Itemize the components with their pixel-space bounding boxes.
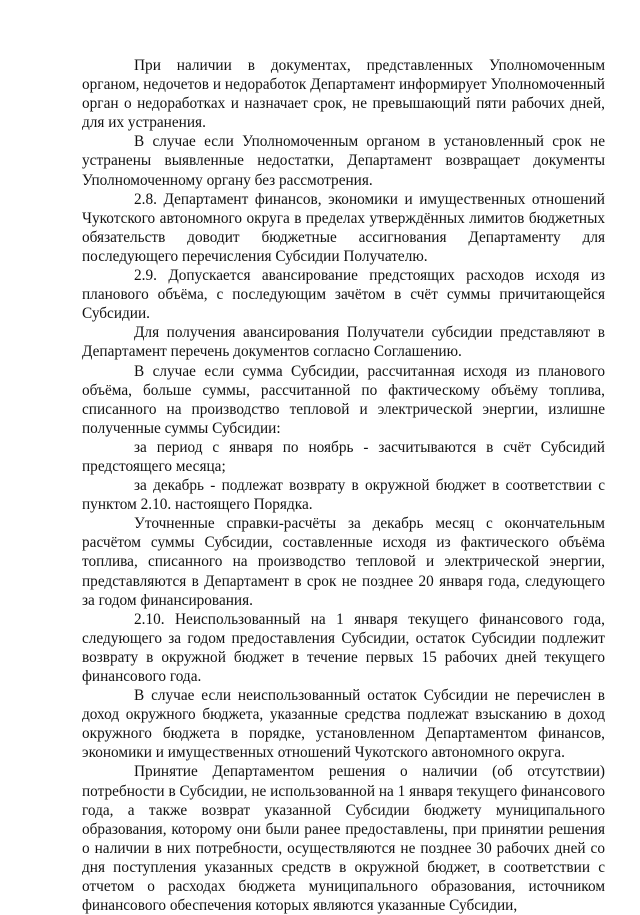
paragraph-clause-2-9: 2.9. Допускается авансирование предстоящих расходов исходя из планового объёма, с последующим зачётом в счёт суммы причитающейся Субсидии. xyxy=(82,267,605,323)
paragraph-recovery: В случае если неиспользованный остаток Субсидии не перечислен в доход окружного бюджета, указанные средства подлежат взысканию в доход окружного бюджета в порядке, установленном Департаментом финансов, экономики и имущественных отношений Чукотского автономного округа. xyxy=(82,687,605,762)
paragraph-documents-return: В случае если Уполномоченным органом в установленный срок не устранены выявленные недостатки, Департамент возвращает документы Уполномоченному органу без рассмотрения. xyxy=(82,133,605,189)
paragraph-decision-need: Принятие Департаментом решения о наличии (об отсутствии) потребности в Субсидии, не использованной на 1 января текущего финансового года, а также возврат указанной Субсидии бюджету муниципального образования, которому они были ранее предоставлены, при принятии решения о наличии в них потребности, осуществляются не позднее 30 рабочих дней со дня поступления указанных средств в окружной бюджет, в соответствии с отчетом о расходах бюджета муниципального образования, источником финансового обеспечения которых являются указанные Субсидии, xyxy=(82,763,605,915)
paragraph-jan-nov-offset: за период с января по ноябрь - засчитываются в счёт Субсидий предстоящего месяца; xyxy=(82,438,605,475)
paragraph-clause-2-8: 2.8. Департамент финансов, экономики и имущественных отношений Чукотского автономного округа в пределах утверждённых лимитов бюджетных обязательств доводит бюджетные ассигнования Департаменту для последующего перечисления Субсидии Получателю. xyxy=(82,190,605,265)
paragraph-deficiencies-notice: При наличии в документах, представленных Уполномоченным органом, недочетов и недоработок Департамент информирует Уполномоченный орган о недоработках и назначает срок, не превышающий пяти рабочих дней, для их устранения. xyxy=(82,57,605,132)
paragraph-december-return: за декабрь - подлежат возврату в окружной бюджет в соответствии с пунктом 2.10. настоящего Порядка. xyxy=(82,477,605,514)
paragraph-excess-subsidy: В случае если сумма Субсидии, рассчитанная исходя из планового объёма, больше суммы, рассчитанной по фактическому объёму топлива, списанного на производство тепловой и электрической энергии, излишне полученные суммы Субсидии: xyxy=(82,362,605,437)
paragraph-refined-calculations: Уточненные справки-расчёты за декабрь месяц с окончательным расчётом суммы Субсидии, составленные исходя из фактического объёма топлива, списанного на производство тепловой и электрической энергии, представляются в Департамент в срок не позднее 20 января года, следующего за годом финансирования. xyxy=(82,515,605,609)
paragraph-clause-2-10: 2.10. Неиспользованный на 1 января текущего финансового года, следующего за годом предоставления Субсидии, остаток Субсидии подлежит возврату в окружной бюджет в течение первых 15 рабочих дней текущего финансового года. xyxy=(82,610,605,685)
paragraph-advance-documents: Для получения авансирования Получатели субсидии представляют в Департамент перечень документов согласно Соглашению. xyxy=(82,324,605,361)
document-page xyxy=(82,56,605,915)
